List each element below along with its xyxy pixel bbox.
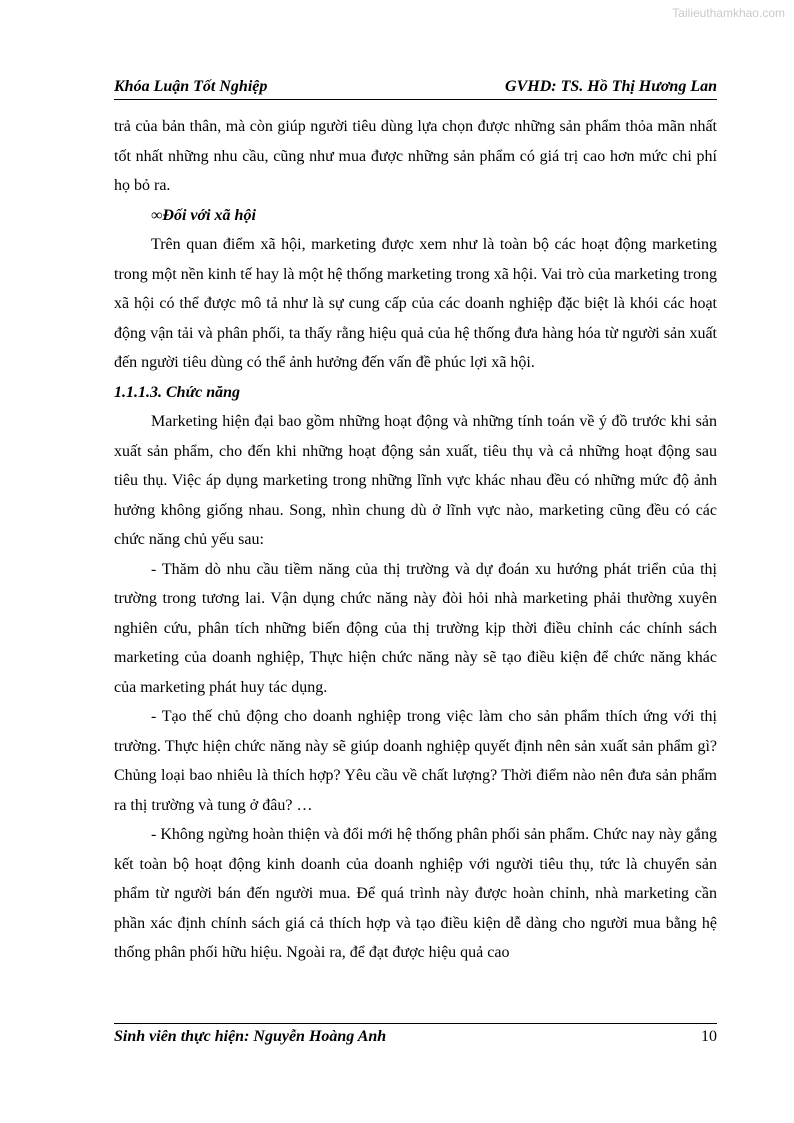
section-heading: 1.1.1.3. Chức năng [114, 383, 241, 401]
header-title: Khóa Luận Tốt Nghiệp [114, 78, 268, 95]
footer-author: Sinh viên thực hiện: Nguyễn Hoàng Anh [114, 1028, 387, 1045]
paragraph: - Không ngừng hoàn thiện và đổi mới hệ thống phân phối sản phẩm. Chức nay này gắng kết toàn bộ hoạt động kinh doanh của doanh nghiệp với người tiêu thụ, tức là chuyển sản phẩm từ người bán đến người mua. Để quá trình này được hoàn chỉnh, nhà marketing cần phần xác định chính sách giá cả thích hợp và tạo điều kiện dễ dàng cho người mua bằng hệ thống phân phối hữu hiệu. Ngoài ra, để đạt được hiệu quả cao [114, 826, 717, 961]
footer-divider [114, 1023, 717, 1024]
paragraph: - Tạo thế chủ động cho doanh nghiệp trong việc làm cho sản phẩm thích ứng với thị trường. Thực hiện chức năng này sẽ giúp doanh nghiệp quyết định nên sản xuất sản phẩm gì? Chủng loại bao nhiêu là thích hợp? Yêu cầu về chất lượng? Thời điểm nào nên đưa sản phẩm ra thị trường và tung ở đâu? … [114, 708, 717, 814]
header-advisor: GVHD: TS. Hồ Thị Hương Lan [505, 78, 717, 95]
document-body [114, 112, 717, 968]
paragraph: - Thăm dò nhu cầu tiềm năng của thị trường và dự đoán xu hướng phát triển của thị trường trong tương lai. Vận dụng chức năng này đòi hỏi nhà marketing phải thường xuyên nghiên cứu, phân tích những biến động của thị trường kịp thời điều chỉnh các chính sách marketing của doanh nghiệp, Thực hiện chức năng này sẽ tạo điều kiện để chức năng khác của marketing phát huy tác dụng. [114, 560, 717, 696]
subheading-text: Đối với xã hội [162, 206, 256, 224]
page-header [114, 78, 717, 96]
page-number: 10 [701, 1028, 717, 1045]
subheading [114, 201, 717, 231]
header-divider [114, 99, 717, 100]
paragraph: Marketing hiện đại bao gồm những hoạt động và những tính toán về ý đồ trước khi sản xuất sản phẩm, cho đến khi những hoạt động sản xuất, tiêu thụ và cả những hoạt động sau tiêu thụ. Việc áp dụng marketing trong những lĩnh vực khác nhau đều có những mức độ ảnh hưởng không giống nhau. Song, nhìn chung dù ở lĩnh vực nào, marketing cũng đều có các chức năng chủ yếu sau: [114, 413, 717, 548]
watermark: Tailieuthamkhao.com [672, 6, 785, 20]
page-footer [114, 1028, 717, 1046]
paragraph: Trên quan điểm xã hội, marketing được xem như là toàn bộ các hoạt động marketing trong một nền kinh tế hay là một hệ thống marketing trong xã hội. Vai trò của marketing trong xã hội có thể được mô tả như là sự cung cấp của các doanh nghiệp đặc biệt là khói các hoạt động vận tải và phân phối, ta thấy rằng hiệu quả của hệ thống đưa hàng hóa từ người sản xuất đến người tiêu dùng có thể ảnh hưởng đến vấn đề phúc lợi xã hội. [114, 236, 717, 371]
paragraph: trả của bản thân, mà còn giúp người tiêu dùng lựa chọn được những sản phẩm thỏa mãn nhất tốt nhất những nhu cầu, cũng như mua được những sản phẩm có giá trị cao hơn mức chi phí họ bỏ ra. [114, 118, 717, 194]
infinity-icon: ∞ [151, 206, 163, 224]
